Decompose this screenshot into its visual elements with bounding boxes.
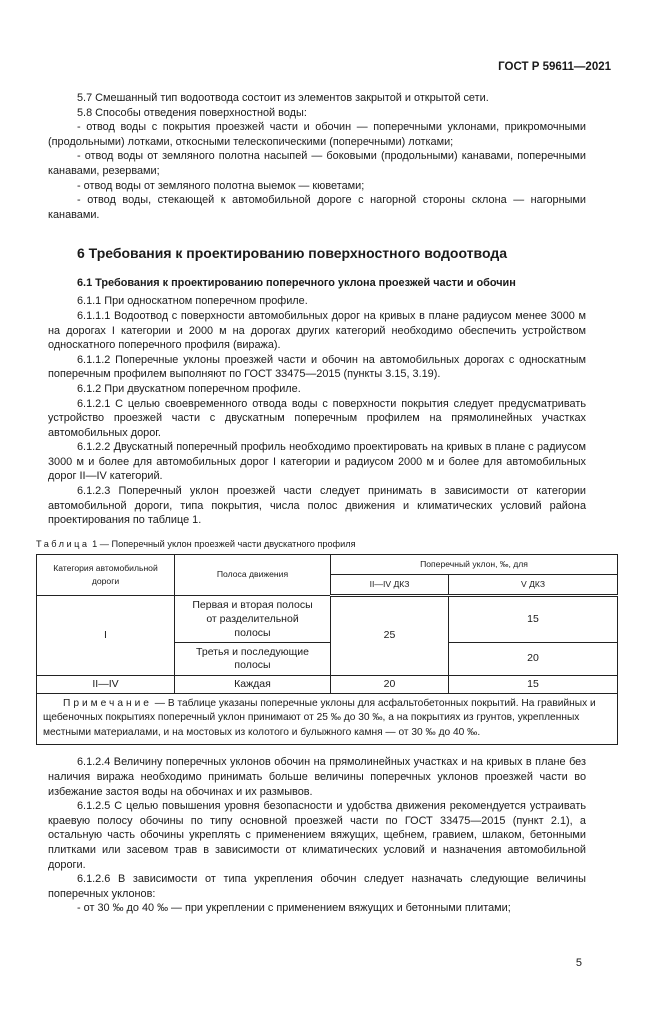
- section-6-1-text: [48, 294, 586, 528]
- page-number: 5: [575, 956, 582, 969]
- section-5-text: [48, 91, 586, 222]
- paragraph: 6.1.2.4 Величину поперечных уклонов обочин на прямолинейных участках и на кривых в плане без наличия виража необходимо принимать больше величины поперечных уклонов проезжей части во избежание застоя воды на обочинах и их размывов.: [48, 756, 586, 798]
- section-6-heading: 6 Требования к проектированию поверхностного водоотвода: [77, 245, 507, 262]
- paragraph: 6.1.2 При двускатном поперечном профиле.: [77, 382, 301, 395]
- cell-value: 25: [331, 595, 449, 675]
- paragraph: - от 30 ‰ до 40 ‰ — при укреплении с применением вяжущих и бетонными плитами;: [77, 902, 511, 915]
- paragraph: 6.1.1 При односкатном поперечном профиле.: [77, 295, 308, 308]
- paragraph: - отвод воды с покрытия проезжей части и обочин — поперечными уклонами, прикромочными (продольными) лотками, откосными телескопическими (поперечными) лотками;: [48, 121, 586, 148]
- document-page: [36, 0, 618, 1010]
- table-row: [37, 595, 618, 642]
- section-6-1-heading: 6.1 Требования к проектированию поперечного уклона проезжей части и обочин: [77, 277, 516, 290]
- cell-value: 20: [449, 642, 618, 675]
- cell-lane: Третья и последующие полосы: [175, 642, 331, 675]
- cell-value: 15: [449, 675, 618, 693]
- cell-lane: Каждая: [175, 675, 331, 693]
- document-header: ГОСТ Р 59611—2021: [498, 61, 611, 73]
- paragraph: 6.1.2.3 Поперечный уклон проезжей части следует принимать в зависимости от категории автомобильной дороги, типа покрытия, числа полос движения и климатических условий района проектирования по таблице 1.: [48, 485, 586, 527]
- paragraph: - отвод воды, стекающей к автомобильной дороге с нагорной стороны склона — нагорными канавами.: [48, 194, 586, 221]
- paragraph: 5.7 Смешанный тип водоотвода состоит из элементов закрытой и открытой сети.: [77, 92, 489, 104]
- paragraph: 5.8 Способы отведения поверхностной воды:: [77, 106, 307, 119]
- table-caption-text: 1 — Поперечный уклон проезжей части двускатного профиля: [89, 538, 356, 549]
- header-slope: Поперечный уклон, ‰, для: [331, 554, 618, 574]
- section-6-1-2-text: [48, 755, 586, 916]
- header-category: Категория автомобильной дороги: [37, 554, 175, 595]
- paragraph: - отвод воды от земляного полотна выемок — кюветами;: [77, 179, 365, 192]
- note-label: Примечание: [63, 697, 152, 709]
- table-caption: [36, 538, 618, 550]
- table-caption-label: Таблица: [36, 538, 90, 549]
- paragraph: 6.1.2.1 С целью своевременного отвода воды с поверхности покрытия следует предусматривать устройство проезжей части с двускатным поперечным профилем на прямолинейных участках автомобильных дорог.: [48, 397, 586, 439]
- cell-category: I: [37, 595, 175, 675]
- table-note: [37, 693, 618, 745]
- paragraph: 6.1.2.5 С целью повышения уровня безопасности и удобства движения рекомендуется устраивать краевую полосу обочины по типу основной проезжей части по ГОСТ 33475—2015 (пункт 2.1), а остальную часть обочины укреплять с применением вяжущих, щебнем, гравием, шлаком, бетонными плитками или засевом трав в зависимости от климатических условий и назначения автомобильной дороги.: [48, 800, 586, 871]
- paragraph: 6.1.1.2 Поперечные уклоны проезжей части и обочин на автомобильных дорогах с односкатным поперечным профилем выполняют по ГОСТ 33475—2015 (пункты 3.15, 3.19).: [48, 353, 586, 381]
- cell-value: 15: [449, 595, 618, 642]
- table-row: [37, 675, 618, 693]
- cell-value: 20: [331, 675, 449, 693]
- header-dkz-5: V ДКЗ: [449, 574, 618, 595]
- cell-category: II—IV: [37, 675, 175, 693]
- cell-lane: Первая и вторая полосы от разделительной полосы: [175, 595, 331, 642]
- header-dkz-2-4: II—IV ДКЗ: [331, 574, 449, 595]
- header-lane: Полоса движения: [175, 554, 331, 595]
- paragraph: 6.1.2.6 В зависимости от типа укрепления обочин следует назначать следующие величины поперечных уклонов:: [48, 873, 586, 900]
- note-text: — В таблице указаны поперечные уклоны для асфальтобетонных покрытий. На гравийных и щебеночных покрытиях поперечный уклон принимают от 25 ‰ до 30 ‰, а на покрытиях из грунтов, укрепленных местными материалами, и на мостовых из колотого и булыжного камня — от 30 ‰ до 40 ‰.: [43, 697, 596, 738]
- paragraph: 6.1.1.1 Водоотвод с поверхности автомобильных дорог на кривых в плане радиусом менее 3000 м на дорогах I категории и 2000 м на дорогах других категорий необходимо обеспечить устройством односкатного поперечного профиля (виража).: [48, 309, 586, 352]
- paragraph: 6.1.2.2 Двускатный поперечный профиль необходимо проектировать на кривых в плане с радиусом 3000 м и более для автомобильных дорог I категории и радиусом 2000 м и более для автомобильных дорог II—IV категорий.: [48, 441, 586, 483]
- paragraph: - отвод воды от земляного полотна насыпей — боковыми (продольными) канавами, поперечными канавами, резервами;: [48, 150, 586, 177]
- slope-table: [36, 554, 618, 746]
